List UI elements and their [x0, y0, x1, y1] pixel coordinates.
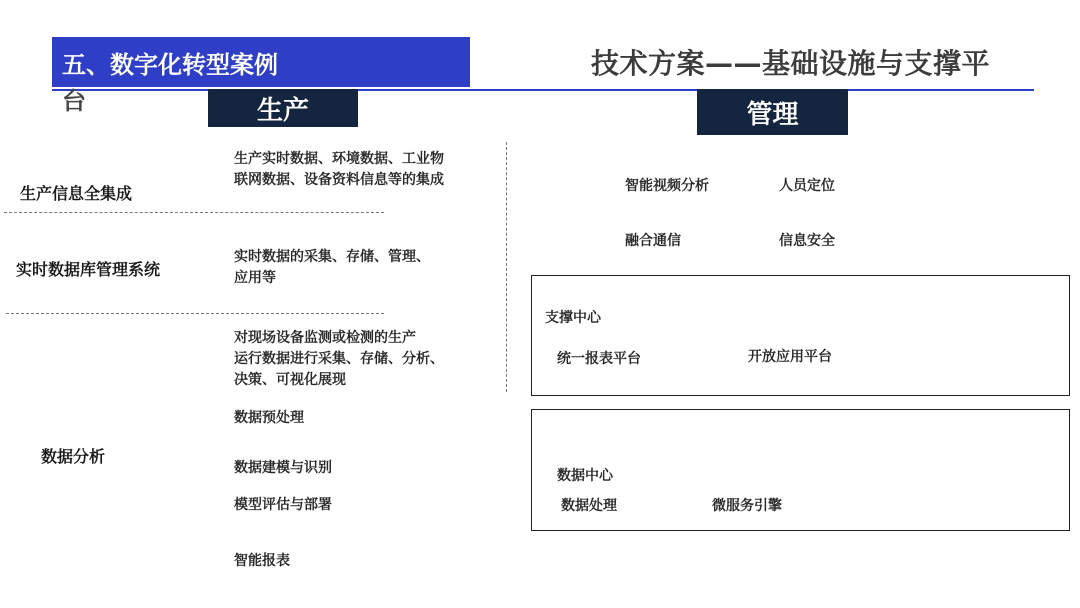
column-divider: [506, 142, 507, 392]
analysis-sub-item: 智能报表: [234, 553, 290, 569]
mgmt-item-info-security: 信息安全: [779, 233, 835, 249]
row-desc-production-integration: [234, 149, 444, 191]
row-title-realtime-db: 实时数据库管理系统: [16, 260, 161, 279]
section-title: 五、数字化转型案例: [62, 51, 278, 79]
support-center-title: 支撑中心: [545, 310, 601, 326]
mgmt-item-converged-comms: 融合通信: [625, 233, 681, 249]
data-center-title: 数据中心: [557, 468, 613, 484]
page-heading: 技术方案——基础设施与支撑平: [591, 47, 991, 80]
production-label: 生产: [208, 89, 358, 127]
row-divider: [6, 313, 384, 314]
desc-line: 应用等: [234, 270, 276, 286]
row-divider: [4, 212, 384, 213]
management-label: 管理: [697, 89, 848, 135]
desc-line: 联网数据、设备资料信息等的集成: [234, 172, 444, 188]
row-title-data-analysis: 数据分析: [41, 447, 106, 466]
analysis-sub-item: 数据预处理: [234, 410, 304, 426]
analysis-sub-item: 模型评估与部署: [234, 497, 332, 513]
mgmt-item-personnel-location: 人员定位: [779, 178, 835, 194]
row-title-production-integration: 生产信息全集成: [20, 184, 133, 203]
analysis-sub-item: 数据建模与识别: [234, 460, 332, 476]
desc-line: 运行数据进行采集、存储、分析、: [234, 351, 444, 367]
desc-line: 对现场设备监测或检测的生产: [234, 330, 416, 346]
row-desc-data-analysis: [234, 328, 444, 391]
support-item-report-platform: 统一报表平台: [557, 351, 641, 367]
mgmt-item-video-analysis: 智能视频分析: [625, 178, 709, 194]
desc-line: 生产实时数据、环境数据、工业物: [234, 151, 444, 167]
support-item-open-app-platform: 开放应用平台: [748, 349, 832, 365]
data-center-item-processing: 数据处理: [561, 498, 617, 514]
data-center-item-microservice-engine: 微服务引擎: [712, 498, 782, 514]
desc-line: 决策、可视化展现: [234, 372, 346, 388]
row-desc-realtime-db: [234, 247, 430, 289]
section-title-continuation: 台: [62, 87, 86, 115]
support-center-panel: [531, 275, 1070, 396]
desc-line: 实时数据的采集、存储、管理、: [234, 249, 430, 265]
header-divider: [52, 89, 1034, 91]
